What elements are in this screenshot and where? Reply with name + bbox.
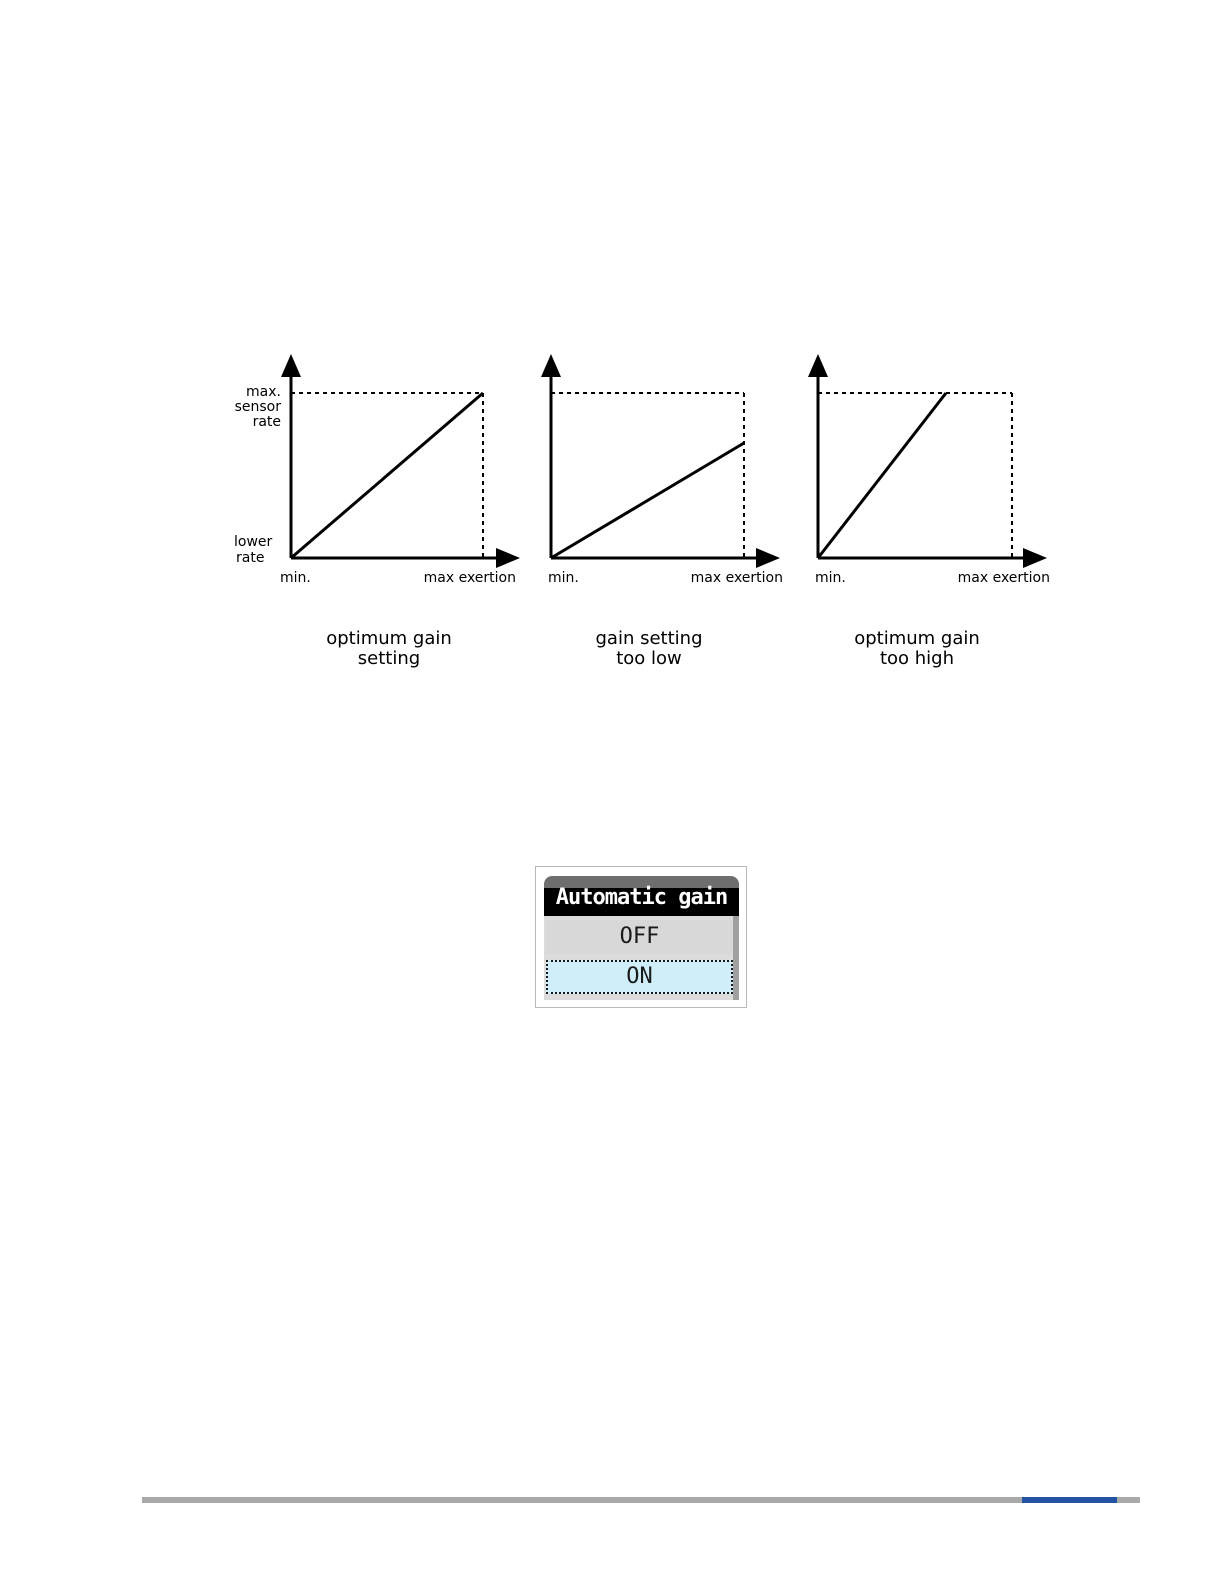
x-axis-arrow-icon [756, 548, 780, 568]
menu-option-on[interactable]: ON [546, 960, 733, 994]
caption-line-1: optimum gain [326, 628, 452, 649]
menu-edge-shadow [733, 916, 739, 1000]
x-axis-arrow-icon [1023, 548, 1047, 568]
caption-line-1: gain setting [595, 628, 703, 649]
y-label-max: max. [246, 384, 281, 400]
footer-rule [142, 1497, 1140, 1503]
x-label-max-exertion: max exertion [957, 570, 1050, 586]
menu-title: Automatic gain [544, 876, 739, 916]
response-line [291, 393, 483, 558]
caption-line-1: optimum gain [854, 628, 980, 649]
x-label-max-exertion: max exertion [690, 570, 783, 586]
response-line [818, 393, 946, 558]
gain-diagrams [0, 0, 1224, 720]
x-axis-arrow-icon [496, 548, 520, 568]
diagram-gain-too-high [808, 354, 1050, 669]
y-label-rate: rate [252, 414, 281, 430]
y-axis-arrow-icon [281, 354, 301, 377]
caption-line-2: setting [357, 648, 421, 669]
diagram-gain-too-low [541, 354, 783, 669]
response-line [551, 443, 744, 558]
x-label-min: min. [280, 570, 311, 586]
y-label-lower: lower [234, 534, 273, 550]
x-label-min: min. [548, 570, 579, 586]
y-label-lower-rate: rate [236, 550, 265, 566]
automatic-gain-menu-panel [544, 876, 739, 1000]
automatic-gain-menu [535, 866, 747, 1008]
x-label-min: min. [815, 570, 846, 586]
y-label-sensor: sensor [234, 399, 281, 415]
footer-accent [1022, 1497, 1117, 1503]
y-axis-arrow-icon [808, 354, 828, 377]
menu-option-off[interactable]: OFF [546, 920, 733, 954]
x-label-max-exertion: max exertion [423, 570, 516, 586]
caption-line-2: too low [616, 648, 682, 669]
diagram-optimum-gain [234, 354, 520, 669]
y-axis-arrow-icon [541, 354, 561, 377]
caption-line-2: too high [879, 648, 955, 669]
